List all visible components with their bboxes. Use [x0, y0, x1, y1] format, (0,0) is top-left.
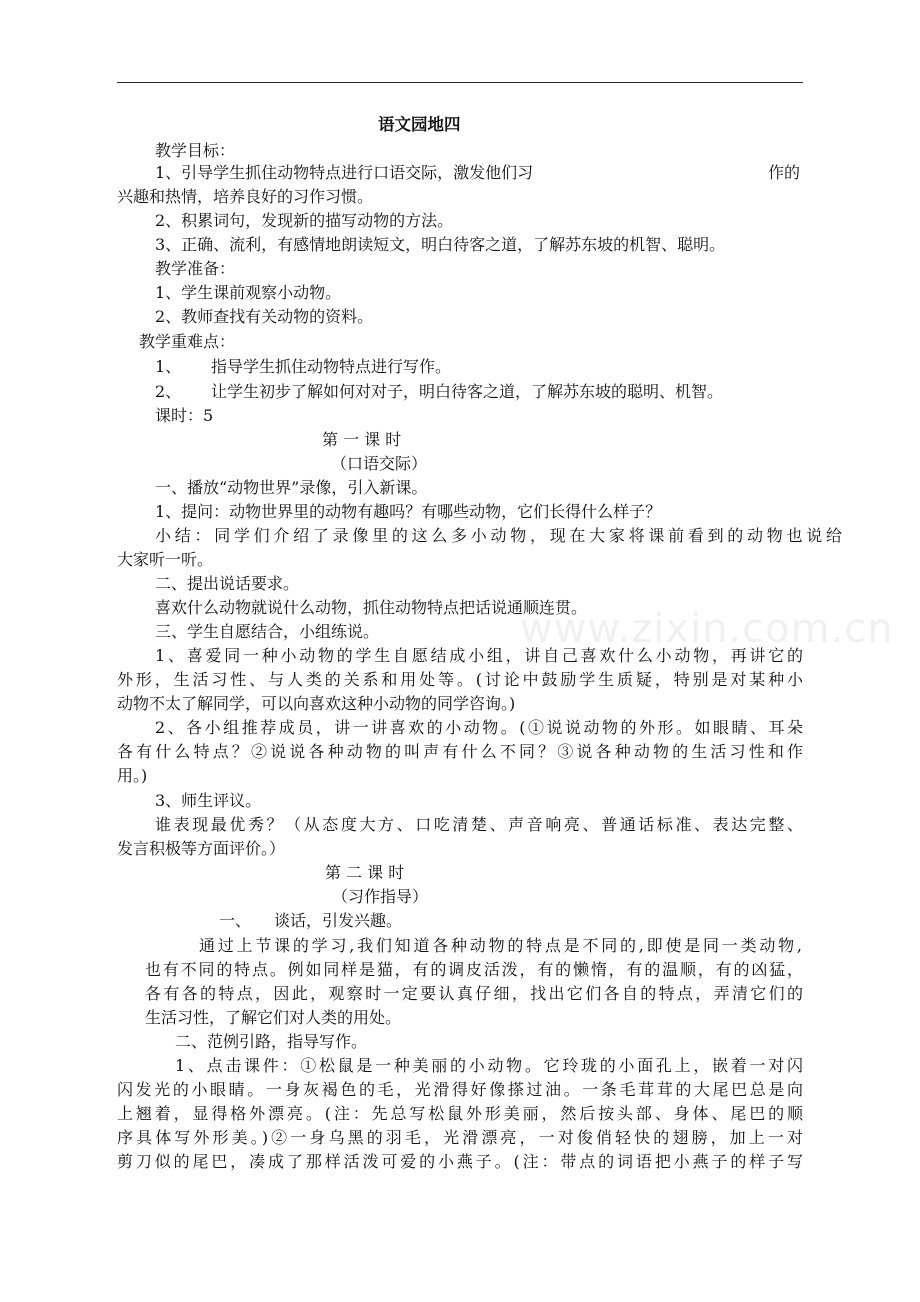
text-line: 动物不太了解同学，可以向喜欢这种小动物的同学咨询。): [117, 694, 516, 713]
text-line: 课时：5: [155, 406, 214, 425]
text-line: 2、积累词句，发现新的描写动物的方法。: [155, 211, 454, 230]
text-line: 教学目标：: [155, 141, 236, 160]
text-line: 二、范例引路，指导写作。: [175, 1032, 368, 1051]
text-line: 第 二 课 时: [325, 863, 405, 882]
text-line: 用。): [117, 766, 148, 785]
text-line: 二、提出说话要求。: [155, 574, 300, 593]
page-title: 语文园地四: [378, 115, 461, 134]
text-line: 生活习性，了解它们对人类的用处。: [145, 1008, 402, 1027]
text-line: （习作指导）: [332, 887, 429, 906]
text-line: 剪刀似的尾巴，凑成了那样活泼可爱的小燕子。(注：带点的词语把小燕子的样子写: [117, 1152, 803, 1171]
watermark: www.zixin.com.cn: [520, 606, 894, 652]
text-line: 通过上节课的学习,我们知道各种动物的特点是不同的,即使是同一类动物,: [199, 936, 802, 955]
text-line: 发言积极等方面评价。）: [117, 839, 286, 858]
text-line: 各有各的特点，因此，观察时一定要认真仔细，找出它们各自的特点，弄清它们的: [145, 984, 803, 1003]
text-line: 三、学生自愿结合，小组练说。: [155, 622, 380, 641]
text-line: 兴趣和热情，培养良好的习作习惯。: [117, 187, 374, 206]
text-line: 谈话，引发兴趣。: [274, 911, 403, 930]
text-line: 喜欢什么动物就说什么动物，抓住动物特点把话说通顺连贯。: [155, 598, 588, 617]
text-line: 1、提问：动物世界里的动物有趣吗？有哪些动物，它们长得什么样子？: [155, 502, 662, 521]
text-line: 第 一 课 时: [322, 430, 402, 449]
header-rule: [117, 82, 803, 83]
text-line: 大家听一听。: [117, 550, 214, 569]
text-line: 3、正确、流利，有感情地朗读短文，明白待客之道，了解苏东坡的机智、聪明。: [155, 235, 726, 254]
text-line: 谁表现最优秀？（从态度大方、口吃清楚、声音响亮、普通话标准、表达完整、: [155, 815, 803, 834]
text-line: 一、: [219, 911, 252, 930]
text-line: 也有不同的特点。例如同样是猫，有的调皮活泼，有的懒惰，有的温顺，有的凶猛，: [145, 960, 803, 979]
text-line: 小结：同学们介绍了录像里的这么多小动物，现在大家将课前看到的动物也说给: [155, 526, 842, 545]
text-line: 序具体写外形美。)②一身乌黑的羽毛，光滑漂亮，一对俊俏轻快的翅膀，加上一对: [117, 1128, 803, 1147]
text-line: 1、学生课前观察小动物。: [155, 283, 342, 302]
text-line: 闪发光的小眼睛。一身灰褐色的毛，光滑得好像搽过油。一条毛茸茸的大尾巴总是向: [117, 1080, 803, 1099]
text-line: 1、喜爱同一种小动物的学生自愿结成小组，讲自己喜欢什么小动物，再讲它的: [155, 646, 803, 665]
text-line: 让学生初步了解如何对对子，明白待客之道，了解苏东坡的聪明、机智。: [211, 382, 724, 401]
text-line: 各有什么特点？②说说各种动物的叫声有什么不同？③说各种动物的生活习性和作: [117, 742, 803, 761]
text-line: 1、: [155, 357, 182, 376]
text-line: 2、: [155, 382, 182, 401]
text-line: 外形，生活习性、与人类的关系和用处等。(讨论中鼓励学生质疑，特别是对某种小: [117, 670, 803, 689]
text-line: 3、师生评议。: [155, 791, 262, 810]
text-line: 教学重难点：: [139, 332, 236, 351]
text-line: 上翘着，显得格外漂亮。(注：先总写松鼠外形美丽，然后按头部、身体、尾巴的顺: [117, 1104, 803, 1123]
text-line: （口语交际）: [331, 454, 428, 473]
text-line: 作的: [768, 163, 801, 182]
text-line: 2、教师查找有关动物的资料。: [155, 307, 374, 326]
text-line: 1、引导学生抓住动物特点进行口语交际，激发他们习: [155, 163, 534, 182]
text-line: 2、各小组推荐成员，讲一讲喜欢的小动物。(①说说动物的外形。如眼睛、耳朵: [155, 718, 803, 737]
text-line: 1、点击课件：①松鼠是一种美丽的小动物。它玲珑的小面孔上，嵌着一对闪: [175, 1056, 803, 1075]
text-line: 教学准备：: [155, 259, 236, 278]
text-line: 指导学生抓住动物特点进行写作。: [211, 357, 452, 376]
text-line: 一、播放“动物世界”录像，引入新课。: [155, 478, 428, 497]
